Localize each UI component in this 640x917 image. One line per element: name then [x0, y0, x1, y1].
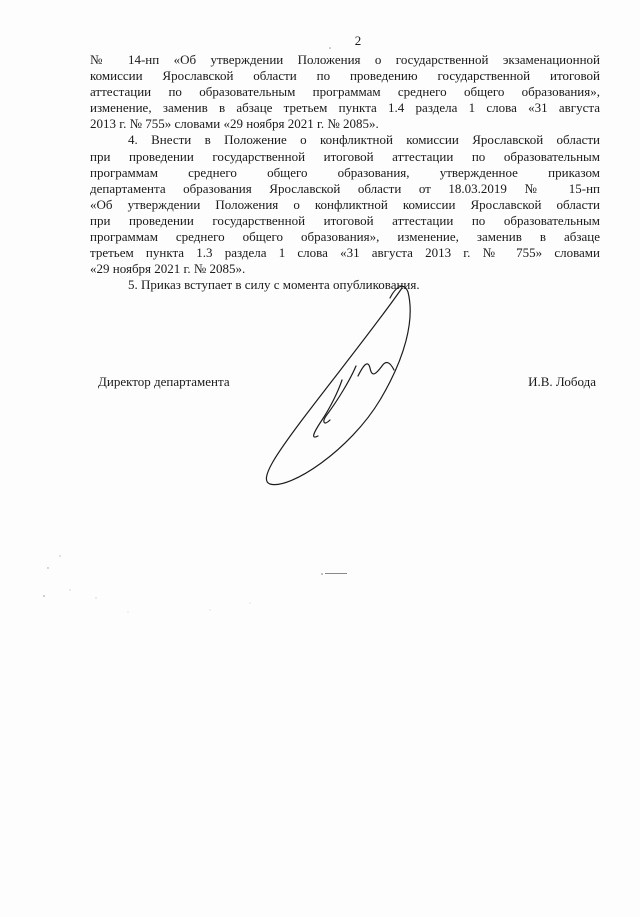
- page-number: 2: [354, 33, 362, 48]
- paragraph-continuation: [90, 52, 600, 132]
- text-line: программам среднего общего образования, утвержденное приказом: [90, 164, 600, 180]
- text-line: 5. Приказ вступает в силу с момента опубликования.: [128, 277, 420, 293]
- text-line: изменение, заменив в абзаце третьем пункта 1.4 раздела 1 слова «31 августа: [90, 100, 600, 116]
- handwritten-signature: [230, 280, 430, 490]
- text-line: при проведении государственной итоговой аттестации по образовательным: [90, 148, 600, 164]
- text-line: при проведении государственной итоговой аттестации по образовательным: [90, 212, 600, 228]
- text-line: 4. Внести в Положение о конфликтной комиссии Ярославской области: [128, 132, 600, 148]
- text-line: аттестации по образовательным программам среднего общего образования»,: [90, 84, 600, 100]
- paragraph-item-4: [90, 132, 600, 277]
- signer-name: И.В. Лобода: [528, 374, 596, 389]
- position-title: Директор департамента: [98, 374, 230, 389]
- text-line: «29 ноября 2021 г. № 2085».: [90, 261, 246, 277]
- text-line: третьем пункта 1.3 раздела 1 слова «31 августа 2013 г. № 755» словами: [90, 245, 600, 261]
- text-line: № 14-нп «Об утверждении Положения о государственной экзаменационной: [90, 52, 600, 67]
- text-line: 2013 г. № 755» словами «29 ноября 2021 г. № 2085».: [90, 116, 379, 132]
- text-line: департамента образования Ярославской области от 18.03.2019 № 15-нп: [90, 180, 600, 196]
- text-line: комиссии Ярославской области по проведению государственной итоговой: [90, 68, 600, 84]
- text-line: программам среднего общего образования», изменение, заменив в абзаце: [90, 229, 600, 245]
- document-body: [90, 52, 600, 293]
- text-line: «Об утверждении Положения о конфликтной комиссии Ярославской области: [90, 196, 600, 212]
